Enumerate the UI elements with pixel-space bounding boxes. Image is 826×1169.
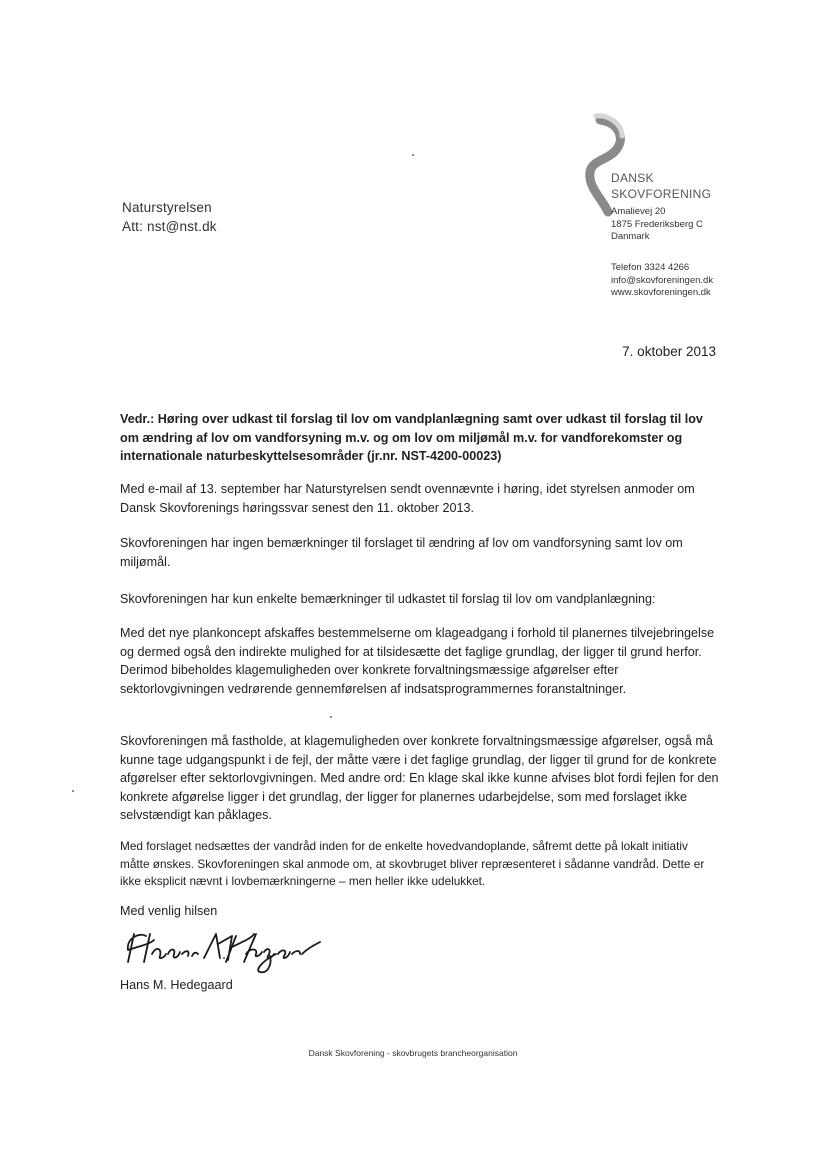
signer-name: Hans M. Hedegaard: [120, 978, 233, 992]
paragraph-plan-concept: Med det nye plankoncept afskaffes bestemmelserne om klageadgang i forhold til planernes tilvejebringelse og dermed også den indirekte mulighed for at tilsidesætte det faglige grundlag, der ligger til grund herfor. Derimod bibeholdes klagemuligheden over konkrete forvaltningsmæssige afgørelser efter sektorlovgivningen vedrørende gennemførelsen af indsatsprogrammernes foranstaltninger.: [120, 626, 715, 696]
sender-address: [611, 206, 703, 244]
address-city: 1875 Frederiksberg C: [611, 218, 703, 230]
scan-speck: [72, 790, 74, 792]
handwritten-signature-icon: [120, 920, 330, 978]
logo-wordmark: [611, 170, 711, 202]
letter-subject: Vedr.: Høring over udkast til forslag til lov om vandplanlægning samt over udkast til forslag til lov om ændring af lov om vandforsyning m.v. og om lov om miljømål m.v. for vandforekomster og internationale naturbeskyttelsesområder (jr.nr. NST-4200-00023): [120, 412, 703, 463]
logo-line-skovforening: SKOVFORENING: [611, 187, 712, 201]
paragraph-water-supply: Skovforeningen har ingen bemærkninger til forslaget til ændring af lov om vandforsyning samt lov om miljømål.: [120, 536, 683, 569]
address-country: Danmark: [611, 231, 650, 242]
scan-speck: [412, 154, 414, 156]
recipient-attention: Att: nst@nst.dk: [122, 219, 217, 234]
contact-email: info@skovforeningen.dk: [611, 274, 714, 286]
sender-contact: [611, 262, 713, 300]
recipient-block: [122, 198, 217, 236]
logo-line-dansk: DANSK: [611, 171, 654, 185]
page-footer: Dansk Skovforening - skovbrugets brancheorganisation: [308, 1048, 518, 1058]
letter-date: 7. oktober 2013: [622, 344, 716, 359]
paragraph-water-councils: Med forslaget nedsættes der vandråd inden for de enkelte hovedvandoplande, såfremt dette på lokalt initiativ måtte ønskes. Skovforeningen skal anmode om, at skovbruget bliver repræsenteret i sådanne vandråd. Dette er ikke eksplicit nævnt i lovbemærkningerne – men heller ikke udelukket.: [120, 839, 705, 888]
paragraph-hearing-intro: Med e-mail af 13. september har Naturstyrelsen sendt ovennævnte i høring, idet styrelsen anmoder om Dansk Skovforenings høringssvar senest den 11. oktober 2013.: [120, 482, 695, 515]
paragraph-comments-intro: Skovforeningen har kun enkelte bemærkninger til udkastet til forslag til lov om vandplanlægning:: [120, 592, 656, 606]
scan-speck: [330, 716, 332, 718]
recipient-name: Naturstyrelsen: [122, 200, 212, 215]
closing-greeting: Med venlig hilsen: [120, 904, 218, 918]
contact-website: www.skovforeningen.dk: [611, 287, 711, 298]
paragraph-complaint-basis: Skovforeningen må fastholde, at klagemuligheden over konkrete forvaltningsmæssige afgørelser, også må kunne tage udgangspunkt i de fejl, der måtte være i det faglige grundlag, der ligger til grund for de konkrete afgørelser efter sektorlovgivningen. Med andre ord: En klage skal ikke kunne afvises blot fordi fejlen for den konkrete afgørelse ligger i det grundlag, der ligger for planernes udarbejdelse, som med forslaget ikke selvstændigt kan påklages.: [120, 734, 719, 822]
contact-phone: Telefon 3324 4266: [611, 262, 690, 273]
address-street: Amalievej 20: [611, 206, 666, 217]
